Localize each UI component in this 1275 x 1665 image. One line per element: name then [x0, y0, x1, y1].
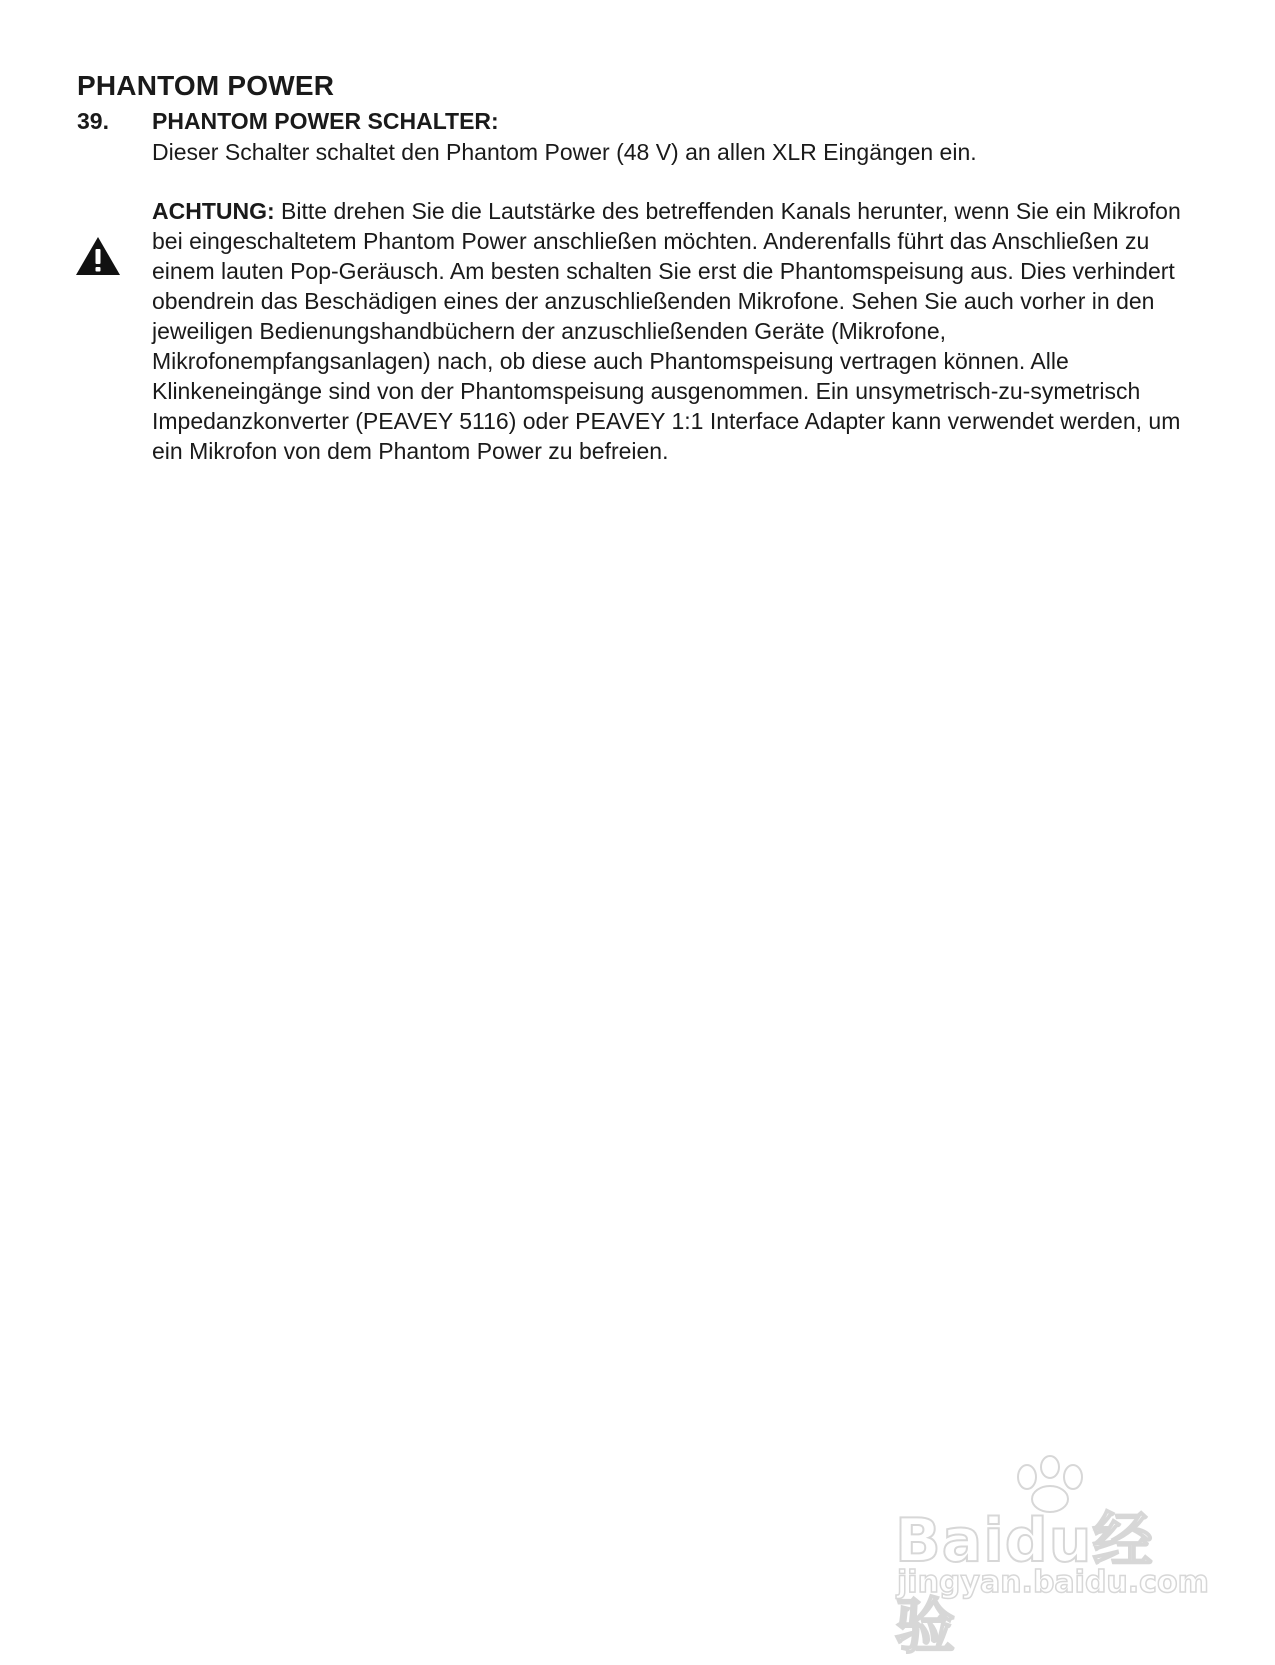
- caution-paragraph: [152, 196, 1182, 466]
- item-heading: PHANTOM POWER SCHALTER:: [152, 108, 499, 134]
- caution-label: ACHTUNG:: [152, 198, 275, 224]
- section-title: PHANTOM POWER: [77, 70, 335, 101]
- watermark-url: jingyan.baidu.com: [897, 1565, 1209, 1600]
- item-number: 39.: [77, 108, 109, 134]
- watermark-brand: Baidu经验: [895, 1506, 1154, 1662]
- item-description: Dieser Schalter schaltet den Phantom Power (48 V) an allen XLR Eingängen ein.: [152, 139, 977, 165]
- watermark: [895, 1455, 1209, 1662]
- caution-text: Bitte drehen Sie die Lautstärke des betreffenden Kanals herunter, wenn Sie ein Mikrofon bei eingeschaltetem Phantom Power anschließen möchten. Anderenfalls führt das Anschließen zu einem lauten Pop-Geräusch. Am besten schalten Sie erst die Phantomspeisung aus. Dies verhindert obendrein das Beschädigen eines der anzuschließenden Mikrofone. Sehen Sie auch vorher in den jeweiligen Bedienungshandbüchern der anzuschließenden Geräte (Mikrofone, Mikrofonempfangsanlagen) nach, ob diese auch Phantomspeisung vertragen können. Alle Klinkeneingänge sind von der Phantomspeisung ausgenommen. Ein unsymetrisch-zu-symetrisch Impedanzkonverter (PEAVEY 5116) oder PEAVEY 1:1 Interface Adapter kann verwendet werden, um ein Mikrofon von dem Phantom Power zu befreien.: [152, 198, 1181, 464]
- warning-triangle-icon: [75, 236, 121, 276]
